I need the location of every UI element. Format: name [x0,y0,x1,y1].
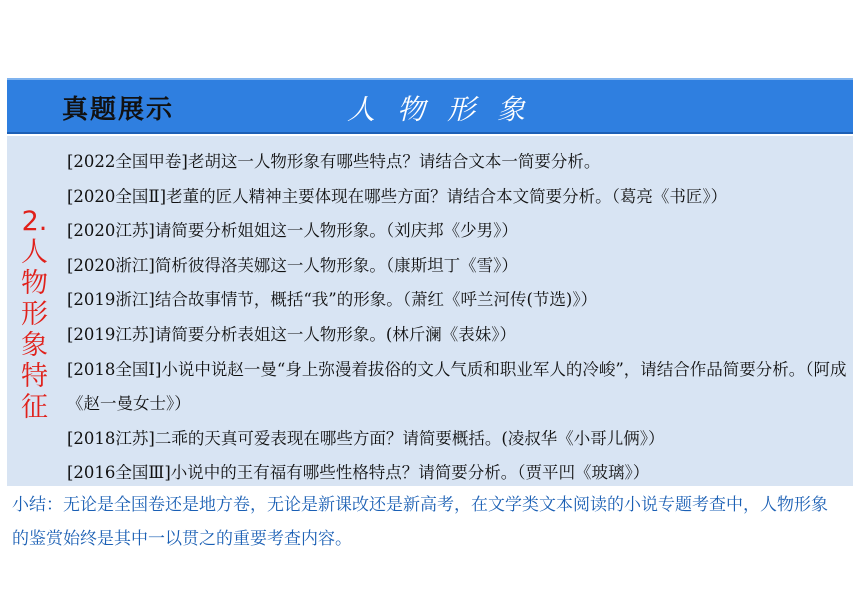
page-title: 人物形象 [347,93,548,126]
side-label-char: 形 [21,299,48,330]
question-item: [2022全国甲卷]老胡这一人物形象有哪些特点？请结合文本一简要分析。 [67,152,601,171]
question-item: [2019江苏]请简要分析表姐这一人物形象。(林斤澜《表妹》） [67,324,517,344]
header-bar [7,78,853,134]
question-item: [2016全国Ⅲ]小说中的王有福有哪些性格特点？请简要分析。（贾平凹《玻璃》） [67,463,650,483]
question-item: [2018全国Ⅰ]小说中说赵一曼“身上弥漫着拔俗的文人气质和职业军人的冷峻”，请结合作品简要分析。（阿成《赵一曼女士》） [67,359,847,414]
side-label-char: 物 [21,268,48,299]
side-label-char: 特 [21,361,48,392]
question-item: [2020全国Ⅱ]老董的匠人精神主要体现在哪些方面？请结合本文简要分析。（葛亮《书匠》） [67,186,728,206]
question-item: [2020浙江]简析彼得洛芙娜这一人物形象。（康斯坦丁《雪》） [67,255,518,275]
question-item: [2018江苏]二乖的天真可爱表现在哪些方面？请简要概括。(凌叔华《小哥儿俩》） [67,428,665,448]
side-label-char: 象 [21,330,48,361]
question-item: [2020江苏]请简要分析姐姐这一人物形象。（刘庆邦《少男》） [67,221,518,241]
side-label-char: 征 [21,392,48,423]
side-label-char: 人 [21,237,48,268]
question-item: [2019浙江]结合故事情节，概括“我”的形象。（萧红《呼兰河传(节选)》） [67,290,598,310]
summary-text: 小结：无论是全国卷还是地方卷，无论是新课改还是新高考，在文学类文本阅读的小说专题考查中，人物形象的鉴赏始终是其中一以贯之的重要考查内容。 [12,495,828,549]
section-label: 真题展示 [62,95,175,125]
content-panel [7,136,853,486]
side-label [7,206,62,423]
side-label-char: 2. [21,206,48,237]
question-list [67,145,847,491]
